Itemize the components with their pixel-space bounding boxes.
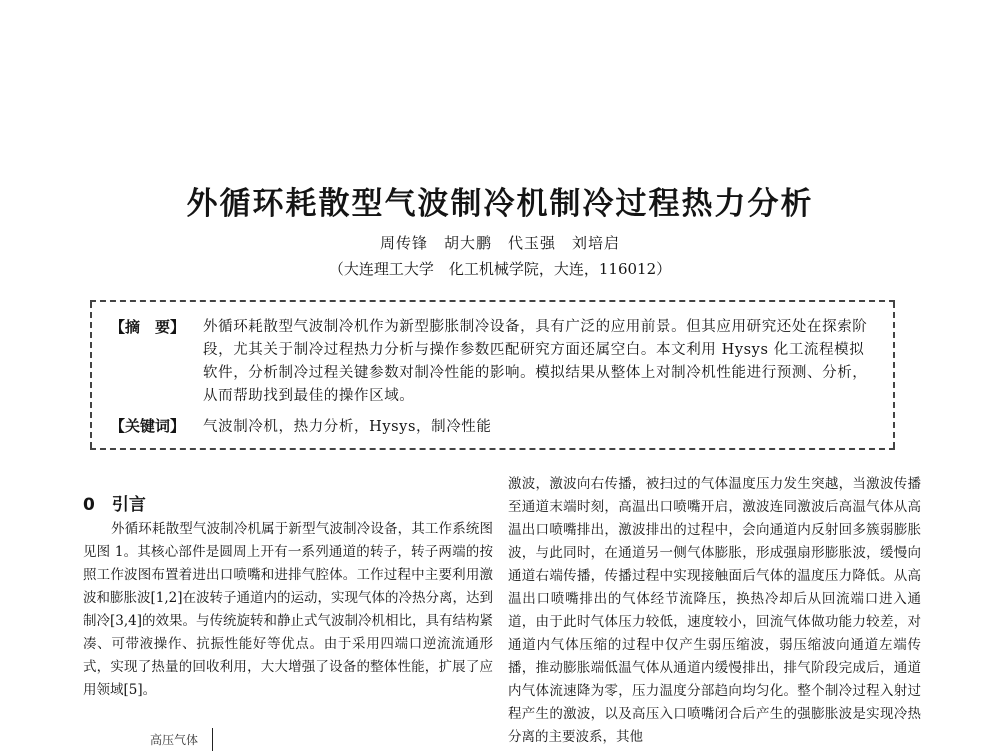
author-list: 周传锋 胡大鹏 代玉强 刘培启 (379, 234, 620, 252)
abstract-label: 【摘 要】 (110, 318, 186, 336)
keywords-label: 【关键词】 (110, 417, 186, 435)
section-heading: 0 引言 (83, 495, 146, 515)
body-column-left: 外循环耗散型气波制冷机属于新型气波制冷设备，其工作系统图见图 1。其核心部件是圆周上开有一系列通道的转子，转子两端的按照工作波图布置着进出口喷嘴和进排气腔体。工作过程中主要利用激波和膨胀波[1,2]在波转子通道内的运动，实现气体的冷热分离，达到制冷[3,4]的效果。与传统旋转和静止式气波制冷机相比，具有结构紧凑、可带液操作、抗振性能好等优点。由于采用四端口逆流流通形式，实现了热量的回收利用，大大增强了设备的整体性能，扩展了应用领域[5]。 (83, 521, 494, 698)
figure-line (212, 728, 213, 751)
body-column-right: 激波，激波向右传播，被扫过的气体温度压力发生突越，当激波传播至通道末端时刻，高温出口喷嘴开启，激波连同激波后高温气体从高温出口喷嘴排出，激波排出的过程中，会向通道内反射回多簇弱膨胀波，与此同时，在通道另一侧气体膨胀，形成强扇形膨胀波，缓慢向通道右端传播，传播过程中实现接触面后气体的温度压力降低。从高温出口喷嘴排出的气体经节流降压，换热冷却后从回流端口进入通道，由于此时气体压力较低，速度较小，回流气体做功能力较差，对通道内气体压缩的过程中仅产生弱压缩波，弱压缩波向通道左端传播，推动膨胀端低温气体从通道内缓慢排出，排气阶段完成后，通道内气体流速降为零，压力温度分部趋向均匀化。整个制冷过程入射过程产生的激波，以及高压入口喷嘴闭合后产生的强膨胀波是实现冷热分离的主要波系，其他 (508, 476, 921, 745)
figure-label: 高压气体 (150, 733, 199, 747)
abstract-text: 外循环耗散型气波制冷机作为新型膨胀制冷设备，具有广泛的应用前景。但其应用研究还处在探索阶段，尤其关于制冷过程热力分析与操作参数匹配研究方面还属空白。本文利用 Hysys 化工流程模拟软件，分析制冷过程关键参数对制冷性能的影响。模拟结果从整体上对制冷机性能进行预测、分析，从而帮助找到最佳的操作区域。 (203, 319, 868, 404)
paper-title: 外循环耗散型气波制冷机制冷过程热力分析 (186, 186, 814, 222)
affiliation: （大连理工大学 化工机械学院，大连，116012） (328, 260, 672, 278)
abstract-box (90, 300, 895, 450)
keywords-text: 气波制冷机，热力分析，Hysys，制冷性能 (203, 419, 492, 435)
